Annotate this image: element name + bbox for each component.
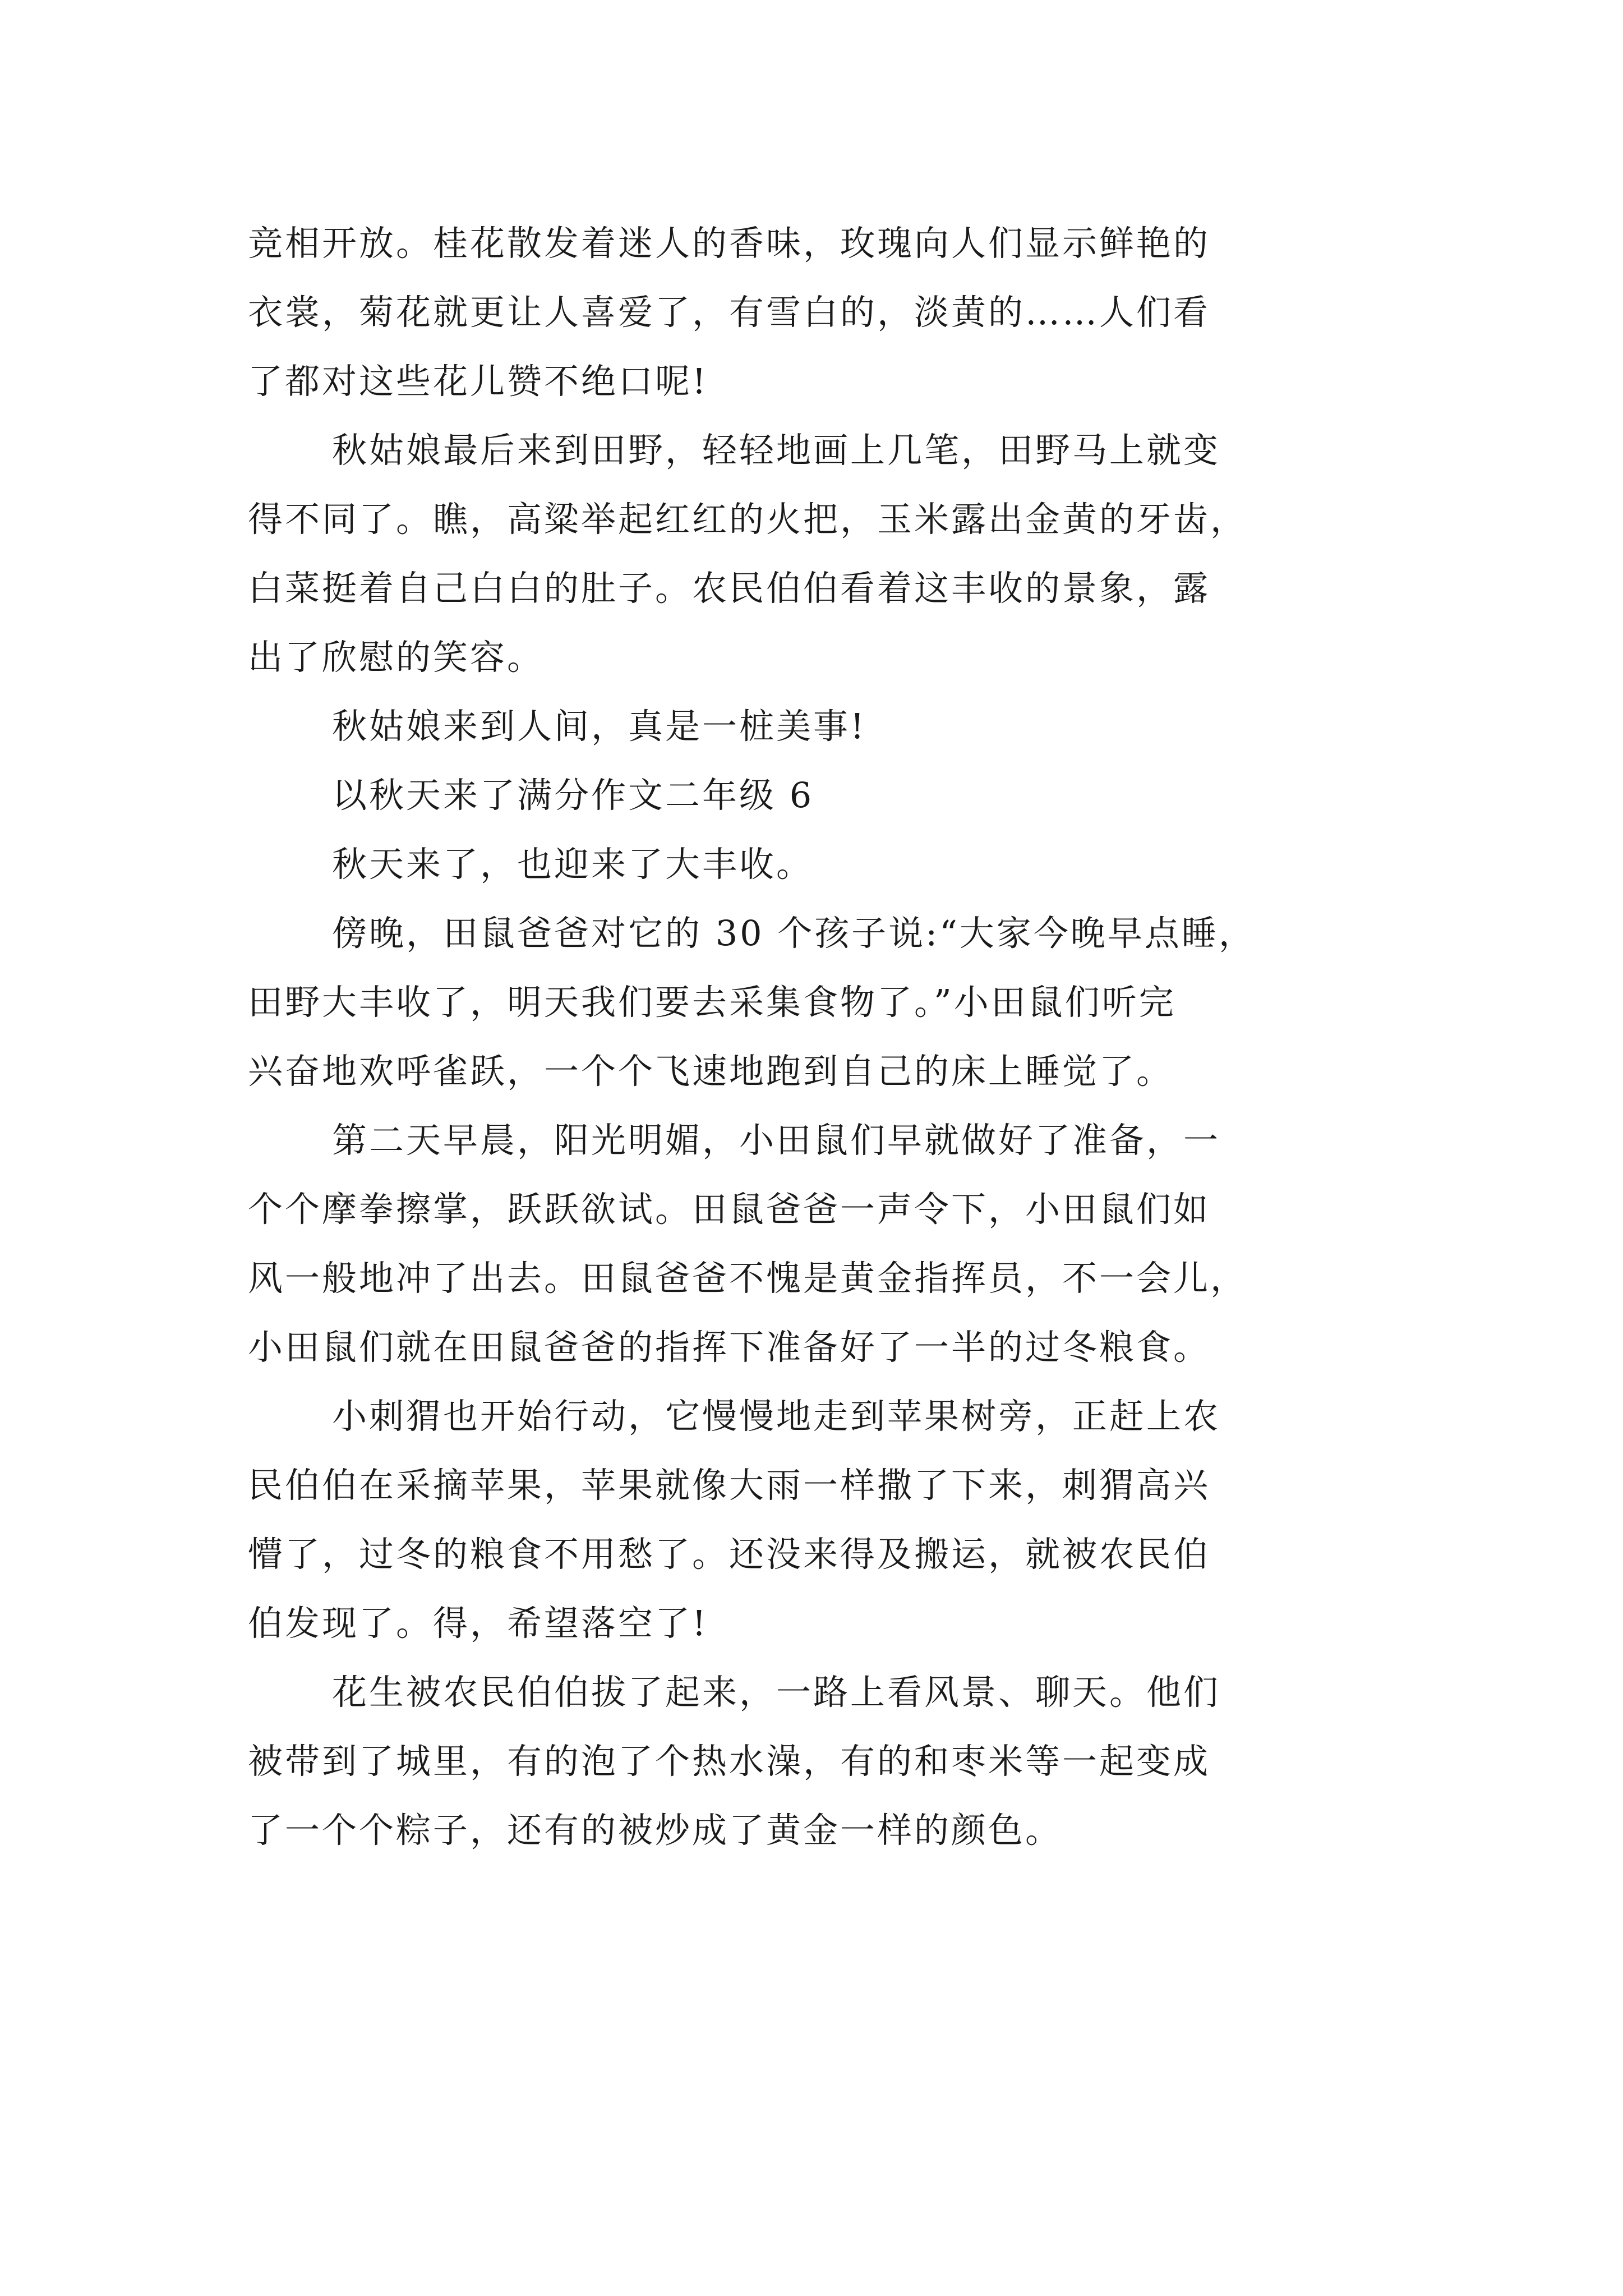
text-line: 个个摩拳擦掌，跃跃欲试。田鼠爸爸一声令下，小田鼠们如	[248, 1189, 1211, 1230]
document-body	[248, 209, 1403, 1865]
text-line: 出了欣慰的笑容。	[248, 637, 545, 678]
text-line: 衣裳，菊花就更让人喜爱了，有雪白的，淡黄的……人们看	[248, 292, 1211, 333]
text-line: 被带到了城里，有的泡了个热水澡，有的和枣米等一起变成	[248, 1741, 1211, 1782]
text-line: 兴奋地欢呼雀跃，一个个飞速地跑到自己的床上睡觉了。	[248, 1051, 1174, 1092]
paragraph-start-line: 第二天早晨，阳光明媚，小田鼠们早就做好了准备，一	[332, 1120, 1221, 1161]
paragraph-start-line: 秋天来了，也迎来了大丰收。	[332, 844, 814, 885]
text-line: 了都对这些花儿赞不绝口呢!	[248, 361, 708, 402]
text-line: 田野大丰收了，明天我们要去采集食物了。”小田鼠们听完	[248, 982, 1176, 1023]
text-line: 风一般地冲了出去。田鼠爸爸不愧是黄金指挥员，不一会儿，	[248, 1258, 1248, 1299]
text-line: 小田鼠们就在田鼠爸爸的指挥下准备好了一半的过冬粮食。	[248, 1327, 1211, 1368]
paragraph-start-line: 小刺猬也开始行动，它慢慢地走到苹果树旁，正赶上农	[332, 1396, 1221, 1437]
text-line: 竞相开放。桂花散发着迷人的香味，玫瑰向人们显示鲜艳的	[248, 223, 1211, 264]
text-line: 伯发现了。得，希望落空了!	[248, 1603, 708, 1644]
section-title: 以秋天来了满分作文二年级 6	[332, 775, 814, 816]
text-line: 白菜挺着自己白白的肚子。农民伯伯看着这丰收的景象，露	[248, 568, 1211, 609]
paragraph-start-line: 秋姑娘最后来到田野，轻轻地画上几笔，田野马上就变	[332, 430, 1221, 471]
text-line: 民伯伯在采摘苹果，苹果就像大雨一样撒了下来，刺猬高兴	[248, 1465, 1211, 1506]
paragraph-start-line: 秋姑娘来到人间，真是一桩美事!	[332, 706, 866, 747]
text-line: 得不同了。瞧，高粱举起红红的火把，玉米露出金黄的牙齿，	[248, 499, 1248, 540]
paragraph-start-line: 傍晚，田鼠爸爸对它的 30 个孩子说:“大家今晚早点睡，	[332, 913, 1256, 954]
paragraph-start-line: 花生被农民伯伯拔了起来，一路上看风景、聊天。他们	[332, 1672, 1221, 1713]
text-line: 了一个个粽子，还有的被炒成了黄金一样的颜色。	[248, 1810, 1063, 1851]
text-line: 懵了，过冬的粮食不用愁了。还没来得及搬运，就被农民伯	[248, 1534, 1211, 1575]
